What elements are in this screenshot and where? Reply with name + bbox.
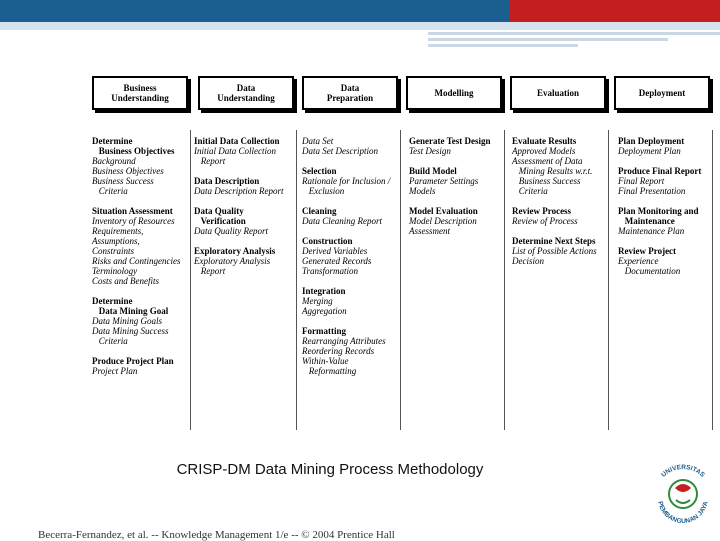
output-label: Assumptions, (92, 236, 140, 246)
output-label: Model Description (409, 216, 477, 226)
output-label: Risks and Contingencies (92, 256, 181, 266)
output-label: Within-Value (302, 356, 349, 366)
spacer (302, 276, 390, 286)
output-label: Criteria (92, 336, 128, 346)
spacer (92, 286, 181, 296)
output-label: Business Success (512, 176, 581, 186)
output-label: Background (92, 156, 136, 166)
task-label: Initial Data Collection (194, 136, 280, 146)
task-label: Model Evaluation (409, 206, 478, 216)
business-understanding-tasks (92, 136, 181, 376)
spacer (194, 196, 284, 206)
task-label: Construction (302, 236, 353, 246)
output-label: Requirements, (92, 226, 144, 236)
figure-caption: CRISP-DM Data Mining Process Methodology (176, 461, 484, 478)
header-deployment: Deployment (614, 76, 710, 110)
task-label: Plan Deployment (618, 136, 685, 146)
header-data-preparation: Data Preparation (302, 76, 398, 110)
output-label: Criteria (512, 186, 548, 196)
output-label: Constraints (92, 246, 135, 256)
modelling-tasks (409, 136, 491, 236)
deployment-tasks (618, 136, 701, 276)
output-label: Data Set Description (302, 146, 378, 156)
top-banner-accent (510, 0, 720, 22)
task-label: Verification (194, 216, 246, 226)
spacer (92, 196, 181, 206)
output-label: Report (194, 266, 226, 276)
output-label: Transformation (302, 266, 359, 276)
task-label: Integration (302, 286, 346, 296)
task-label: Business Objectives (92, 146, 175, 156)
task-label: Produce Project Plan (92, 356, 174, 366)
spacer (302, 316, 390, 326)
task-label: Determine (92, 136, 133, 146)
task-label: Generate Test Design (409, 136, 491, 146)
spacer (618, 236, 701, 246)
output-label: Assessment of Data (512, 156, 583, 166)
output-label: Assessment (409, 226, 450, 236)
spacer (194, 236, 284, 246)
output-label: Decision (512, 256, 544, 266)
task-label: Selection (302, 166, 337, 176)
task-label: Produce Final Report (618, 166, 702, 176)
task-label: Determine Next Steps (512, 236, 596, 246)
output-label: Data Quality Report (194, 226, 268, 236)
spacer (302, 156, 390, 166)
task-label: Build Model (409, 166, 457, 176)
output-label: Generated Records (302, 256, 372, 266)
output-label: Reformatting (302, 366, 357, 376)
task-label: Data Quality (194, 206, 244, 216)
header-modelling: Modelling (406, 76, 502, 110)
university-logo (648, 458, 718, 528)
crisp-dm-diagram (88, 74, 716, 430)
svg-text:UNIVERSITAS: UNIVERSITAS (660, 463, 706, 479)
decorative-line (428, 32, 720, 35)
svg-text:PEMBANGUNAN JAYA: PEMBANGUNAN JAYA (656, 500, 710, 526)
output-label: Approved Models (512, 146, 576, 156)
spacer (409, 156, 491, 166)
output-label: Review of Process (512, 216, 578, 226)
column-divider (190, 130, 191, 430)
output-label: Terminology (92, 266, 138, 276)
output-label: Rationale for Inclusion / (302, 176, 391, 186)
column-divider (504, 130, 505, 430)
task-label: Situation Assessment (92, 206, 173, 216)
output-label: Report (194, 156, 226, 166)
output-label: Data Cleaning Report (302, 216, 382, 226)
header-evaluation: Evaluation (510, 76, 606, 110)
output-label: Experience (618, 256, 659, 266)
data-preparation-tasks (302, 136, 390, 376)
task-label: Formatting (302, 326, 346, 336)
output-label: Merging (302, 296, 333, 306)
task-label: Maintenance (618, 216, 675, 226)
task-label: Cleaning (302, 206, 337, 216)
output-label: Models (409, 186, 436, 196)
output-label: Data Description Report (194, 186, 284, 196)
footer-citation: Becerra-Fernandez, et al. -- Knowledge Management 1/e -- © 2004 Prentice Hall (38, 529, 395, 541)
column-divider (400, 130, 401, 430)
output-label: Initial Data Collection (194, 146, 276, 156)
decorative-line (428, 38, 668, 41)
spacer (512, 196, 597, 206)
task-label: Review Process (512, 206, 572, 216)
column-divider (608, 130, 609, 430)
header-data-understanding: Data Understanding (198, 76, 294, 110)
decorative-line (428, 44, 578, 47)
output-label: Reordering Records (302, 346, 375, 356)
output-label: Data Mining Goals (92, 316, 163, 326)
output-label: Rearranging Attributes (302, 336, 386, 346)
output-label: Deployment Plan (618, 146, 681, 156)
output-label: Test Design (409, 146, 451, 156)
output-label: Inventory of Resources (92, 216, 175, 226)
top-banner-stripe (0, 22, 720, 30)
spacer (409, 196, 491, 206)
task-label: Evaluate Results (512, 136, 577, 146)
output-label: Maintenance Plan (618, 226, 685, 236)
output-label: Final Report (618, 176, 665, 186)
output-label: Business Success (92, 176, 154, 186)
output-label: Derived Variables (302, 246, 368, 256)
header-business-understanding: Business Understanding (92, 76, 188, 110)
task-label: Exploratory Analysis (194, 246, 276, 256)
spacer (302, 226, 390, 236)
task-label: Review Project (618, 246, 677, 256)
spacer (92, 346, 181, 356)
output-label: Data Mining Success (92, 326, 169, 336)
output-label: Data Set (302, 136, 334, 146)
spacer (302, 196, 390, 206)
task-label: Data Description (194, 176, 260, 186)
output-label: Business Objectives (92, 166, 164, 176)
output-label: Documentation (618, 266, 681, 276)
column-divider (296, 130, 297, 430)
task-label: Data Mining Goal (92, 306, 169, 316)
evaluation-tasks (512, 136, 597, 266)
output-label: List of Possible Actions (512, 246, 597, 256)
output-label: Criteria (92, 186, 128, 196)
spacer (512, 226, 597, 236)
output-label: Exploratory Analysis (194, 256, 271, 266)
task-label: Plan Monitoring and (618, 206, 699, 216)
column-divider (712, 130, 713, 430)
spacer (194, 166, 284, 176)
output-label: Final Presentation (618, 186, 686, 196)
output-label: Project Plan (92, 366, 138, 376)
output-label: Mining Results w.r.t. (512, 166, 593, 176)
task-label: Determine (92, 296, 133, 306)
output-label: Parameter Settings (409, 176, 479, 186)
data-understanding-tasks (194, 136, 284, 276)
output-label: Costs and Benefits (92, 276, 159, 286)
output-label: Exclusion (302, 186, 345, 196)
output-label: Aggregation (302, 306, 347, 316)
spacer (618, 156, 701, 166)
spacer (618, 196, 701, 206)
